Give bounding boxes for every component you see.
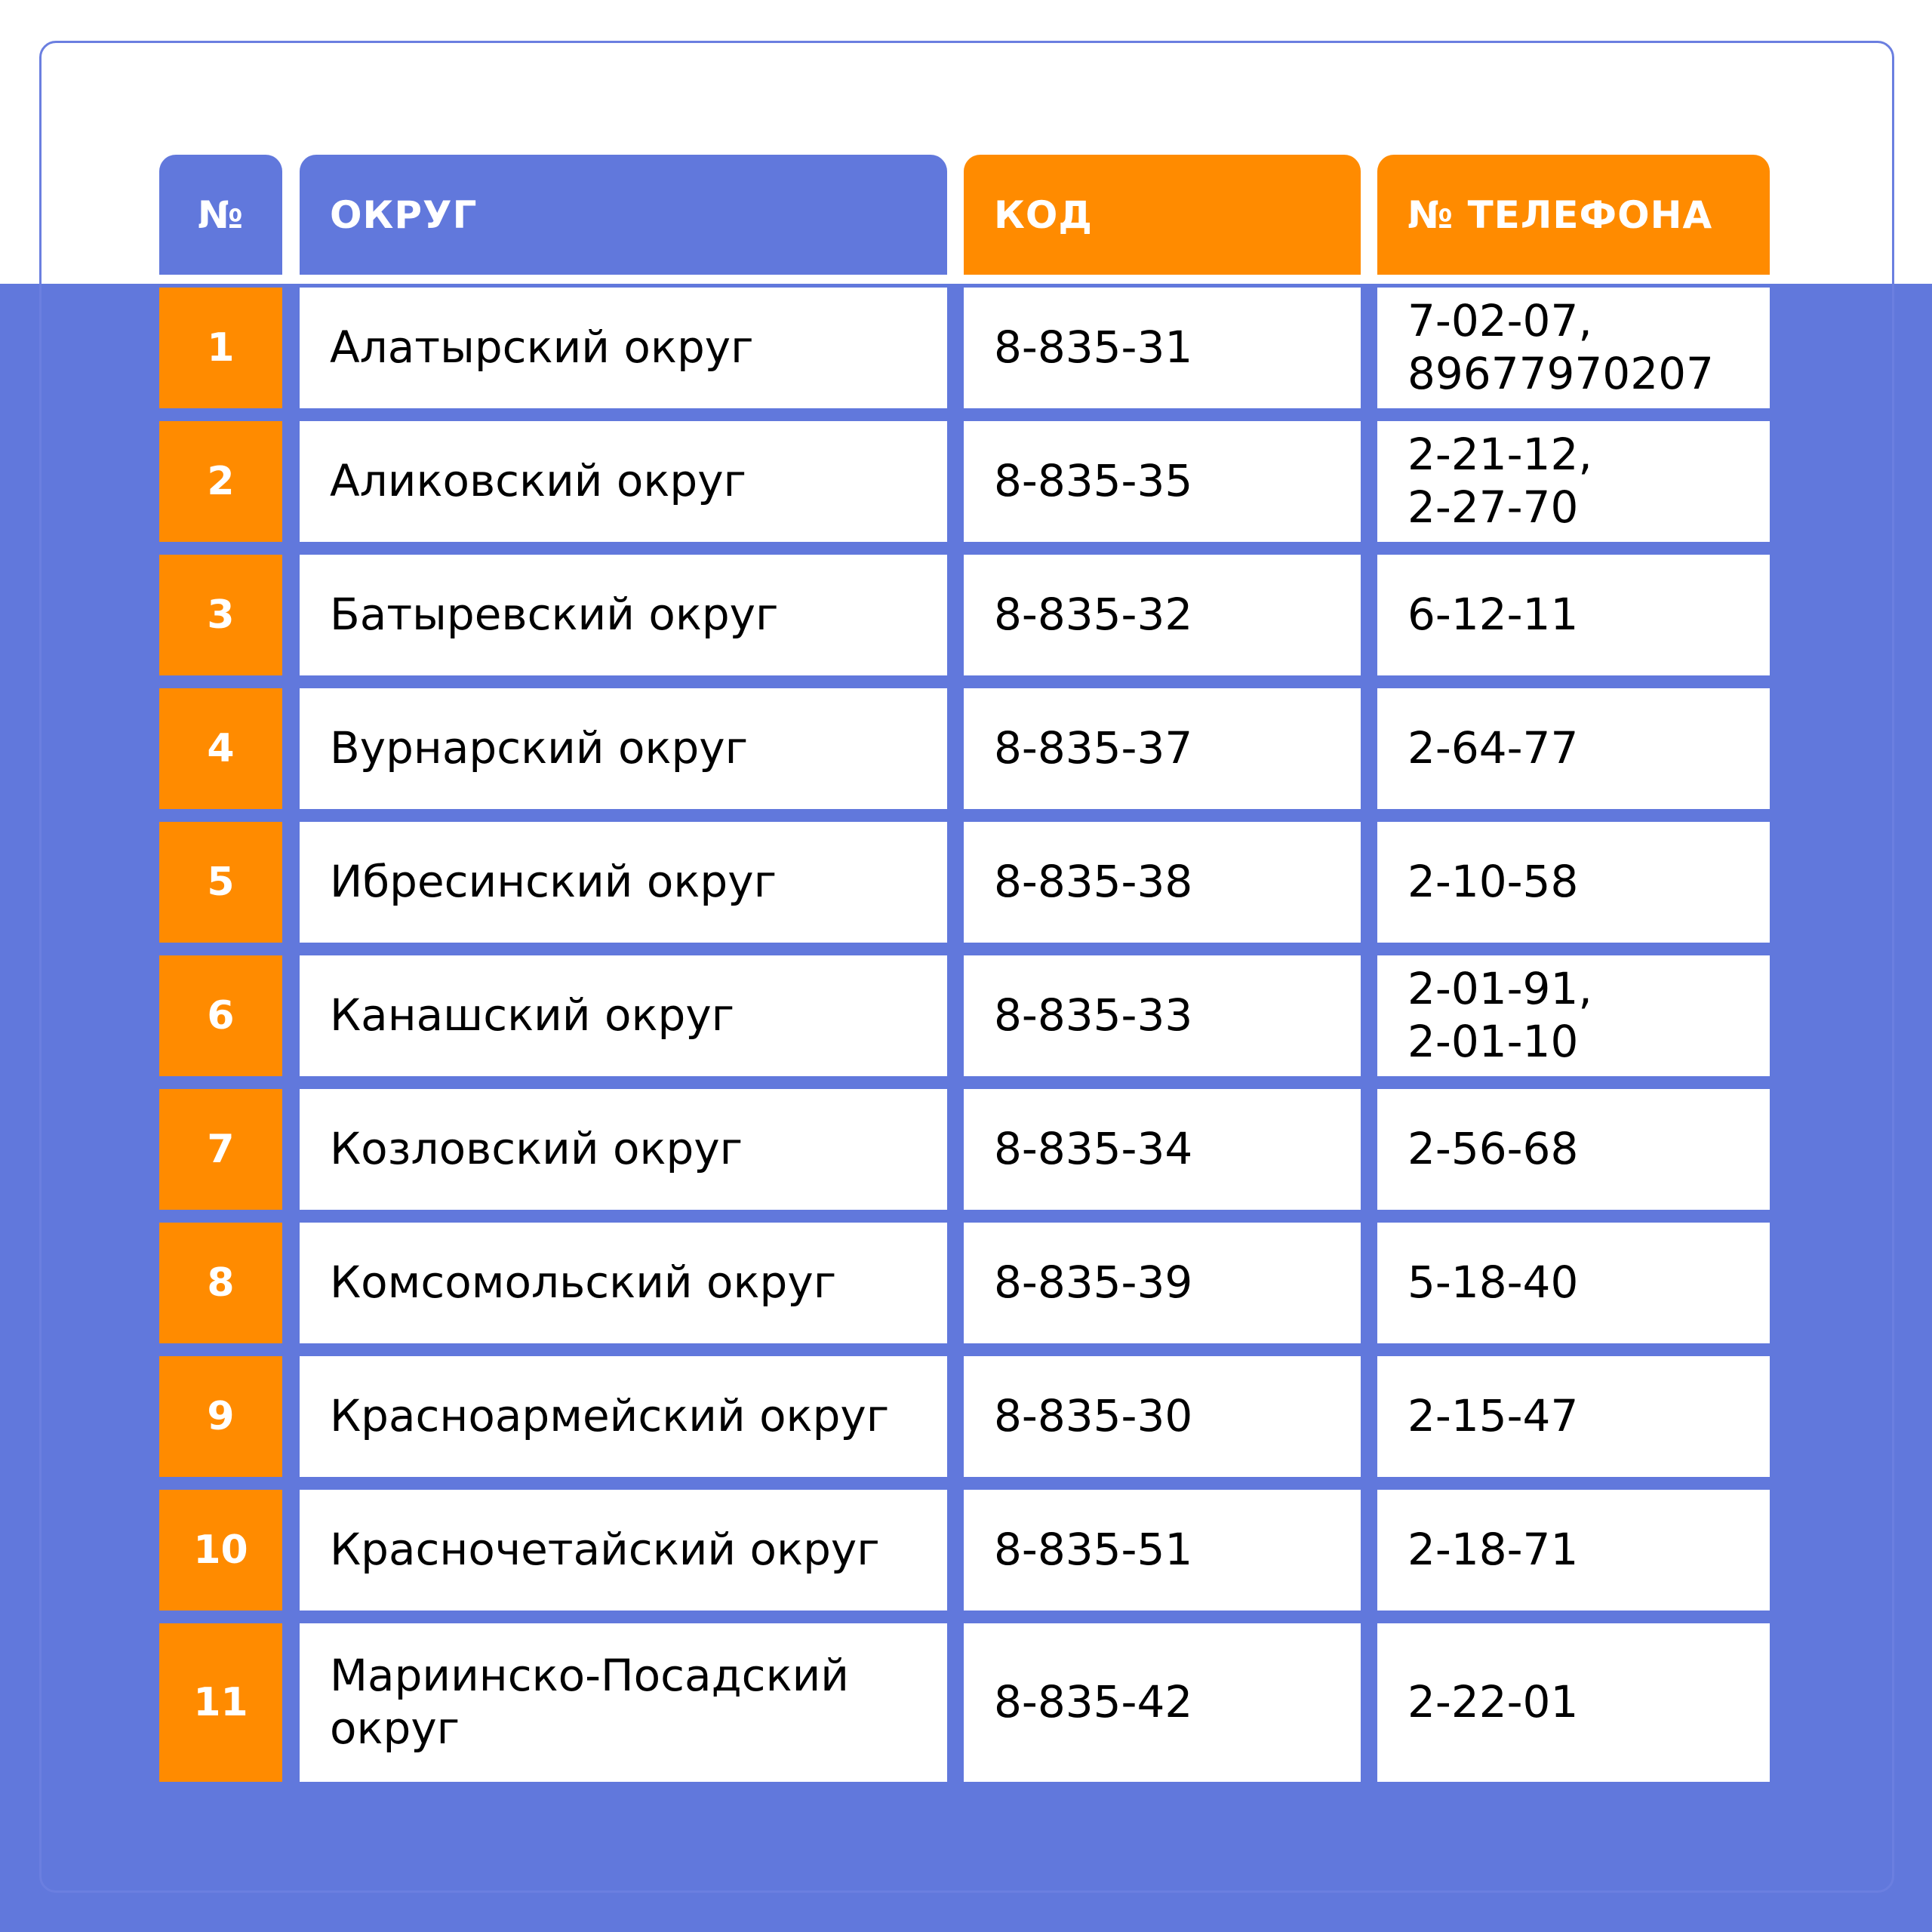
phone-cell xyxy=(1377,555,1770,675)
area-code: 8-835-38 xyxy=(964,822,1361,943)
header-phone: № ТЕЛЕФОНА xyxy=(1377,155,1770,275)
district-name: Алатырский округ xyxy=(300,288,947,408)
area-code: 8-835-34 xyxy=(964,1089,1361,1210)
table-row xyxy=(159,1223,1770,1343)
row-number: 10 xyxy=(159,1490,282,1611)
phone-number: 2-21-12, xyxy=(1407,429,1592,481)
table-row xyxy=(159,955,1770,1076)
phone-cell xyxy=(1377,421,1770,542)
phone-cell xyxy=(1377,1089,1770,1210)
phone-number: 2-22-01 xyxy=(1407,1676,1579,1728)
phone-cell xyxy=(1377,688,1770,809)
row-number: 7 xyxy=(159,1089,282,1210)
phone-number: 7-02-07, xyxy=(1407,295,1592,347)
table-row xyxy=(159,1623,1770,1782)
phone-number: 2-15-47 xyxy=(1407,1390,1579,1442)
district-name: Красночетайский округ xyxy=(300,1490,947,1611)
districts-table xyxy=(159,155,1770,1782)
row-number: 4 xyxy=(159,688,282,809)
district-name: Вурнарский округ xyxy=(300,688,947,809)
district-name: Аликовский округ xyxy=(300,421,947,542)
district-name: Ибресинский округ xyxy=(300,822,947,943)
phone-number: 2-56-68 xyxy=(1407,1123,1579,1175)
header-code: КОД xyxy=(964,155,1361,275)
phone-number: 2-01-10 xyxy=(1407,1016,1579,1067)
area-code: 8-835-33 xyxy=(964,955,1361,1076)
row-number: 2 xyxy=(159,421,282,542)
header-num: № xyxy=(159,155,282,275)
row-number: 3 xyxy=(159,555,282,675)
phone-number: 2-27-70 xyxy=(1407,481,1579,533)
phone-number: 89677970207 xyxy=(1407,348,1714,399)
row-number: 8 xyxy=(159,1223,282,1343)
table-row xyxy=(159,1490,1770,1611)
table-row xyxy=(159,822,1770,943)
table-row xyxy=(159,555,1770,675)
district-name: Красноармейский округ xyxy=(300,1356,947,1477)
table-row xyxy=(159,1089,1770,1210)
area-code: 8-835-39 xyxy=(964,1223,1361,1343)
row-number: 9 xyxy=(159,1356,282,1477)
phone-number: 2-01-91, xyxy=(1407,963,1592,1015)
phone-number: 2-18-71 xyxy=(1407,1524,1579,1576)
phone-cell xyxy=(1377,955,1770,1076)
area-code: 8-835-51 xyxy=(964,1490,1361,1611)
row-number: 6 xyxy=(159,955,282,1076)
row-number: 11 xyxy=(159,1623,282,1782)
area-code: 8-835-37 xyxy=(964,688,1361,809)
area-code: 8-835-30 xyxy=(964,1356,1361,1477)
phone-cell xyxy=(1377,1490,1770,1611)
header-district: ОКРУГ xyxy=(300,155,947,275)
district-name: Комсомольский округ xyxy=(300,1223,947,1343)
district-name: Канашский округ xyxy=(300,955,947,1076)
phone-number: 5-18-40 xyxy=(1407,1257,1579,1309)
phone-number: 2-10-58 xyxy=(1407,856,1579,908)
phone-cell xyxy=(1377,822,1770,943)
row-number: 5 xyxy=(159,822,282,943)
area-code: 8-835-42 xyxy=(964,1623,1361,1782)
district-name: Мариинско-Посадский округ xyxy=(300,1623,947,1782)
phone-cell xyxy=(1377,1623,1770,1782)
table-row xyxy=(159,421,1770,542)
table-row xyxy=(159,688,1770,809)
area-code: 8-835-35 xyxy=(964,421,1361,542)
row-number: 1 xyxy=(159,288,282,408)
phone-cell xyxy=(1377,288,1770,408)
area-code: 8-835-32 xyxy=(964,555,1361,675)
phone-cell xyxy=(1377,1356,1770,1477)
phone-cell xyxy=(1377,1223,1770,1343)
table-row xyxy=(159,288,1770,408)
phone-number: 6-12-11 xyxy=(1407,589,1579,641)
area-code: 8-835-31 xyxy=(964,288,1361,408)
phone-number: 2-64-77 xyxy=(1407,722,1579,774)
district-name: Козловский округ xyxy=(300,1089,947,1210)
table-header xyxy=(159,155,1770,275)
table-row xyxy=(159,1356,1770,1477)
district-name: Батыревский округ xyxy=(300,555,947,675)
